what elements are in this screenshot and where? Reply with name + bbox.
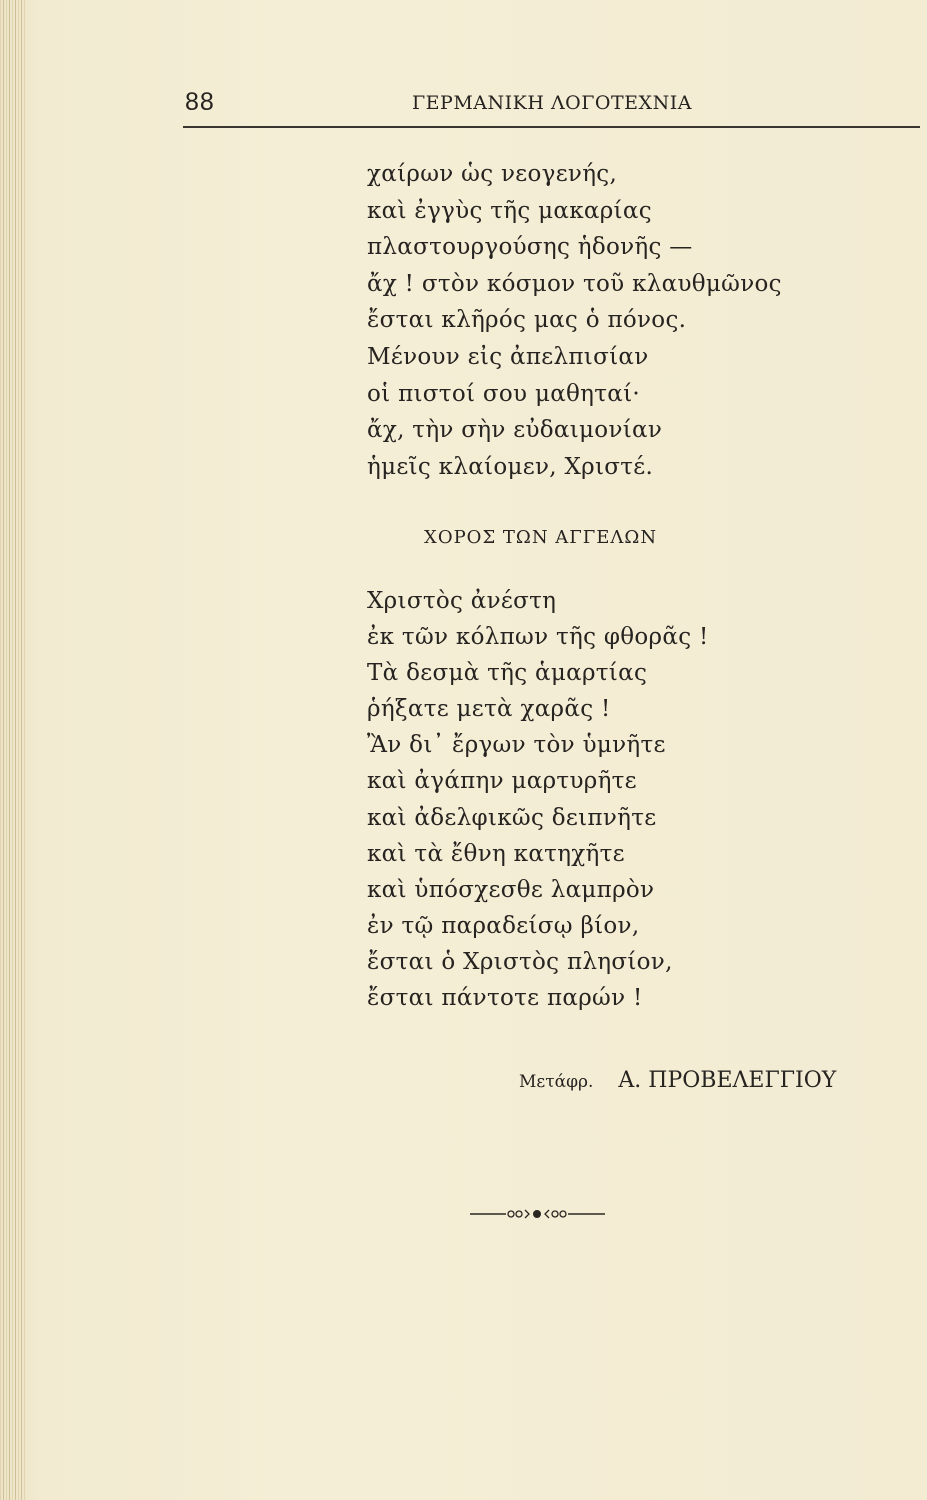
header-rule <box>183 126 920 128</box>
translator-credit <box>519 1068 836 1093</box>
verse-line: Ἂν δι᾽ ἔργων τὸν ὑμνῆτε <box>367 732 666 759</box>
verse-line: ῥήξατε μετὰ χαρᾶς ! <box>367 696 611 723</box>
verse-line: ἐν τῷ παραδείσῳ βίον, <box>367 912 640 939</box>
poem-stanza-1 <box>367 156 782 485</box>
verse-line: καὶ τὰ ἔθνη κατηχῆτε <box>367 840 625 867</box>
verse-line: Χριστὸς ἀνέστη <box>367 588 557 614</box>
poem-stanza-2 <box>367 583 709 1016</box>
running-title: ΓΕΡΜΑΝΙΚΗ ΛΟΓΟΤΕΧΝΙΑ <box>412 92 692 114</box>
tailpiece-ornament-icon <box>470 1208 605 1220</box>
verse-line: ἄχ, τὴν σὴν εὐδαιμονίαν <box>367 417 663 444</box>
verse-line: ἐκ τῶν κόλπων τῆς φθορᾶς ! <box>367 624 709 651</box>
page-number: 88 <box>185 88 215 116</box>
verse-line: Τὰ δεσμὰ τῆς ἁμαρτίας <box>367 660 648 687</box>
verse-line: καὶ ἐγγὺς τῆς μακαρίας <box>367 197 652 224</box>
verse-line: οἱ πιστοί σου μαθηταί· <box>367 380 641 407</box>
verse-line: ἔσται πάντοτε παρών ! <box>367 985 643 1012</box>
verse-line: Μένουν εἰς ἀπελπισίαν <box>367 343 649 370</box>
verse-line: καὶ ἀγάπην μαρτυρῆτε <box>367 768 637 795</box>
verse-line: ἔσται κλῆρός μας ὁ πόνος. <box>367 307 687 334</box>
translator-name: Α. ΠΡΟΒΕΛΕΓΓΙΟΥ <box>618 1068 837 1093</box>
verse-line: ἔσται ὁ Χριστὸς πλησίον, <box>367 948 673 975</box>
verse-line: καὶ ὑπόσχεσθε λαμπρὸν <box>367 876 655 903</box>
book-binding-edge <box>0 0 26 1500</box>
section-heading: ΧΟΡΟΣ ΤΩΝ ΑΓΓΕΛΩΝ <box>424 527 658 548</box>
verse-line: ἄχ ! στὸν κόσμον τοῦ κλαυθμῶνος <box>367 270 782 297</box>
translator-label: Μετάφρ. <box>519 1072 594 1092</box>
verse-line: χαίρων ὡς νεογενής, <box>367 161 618 187</box>
verse-line: καὶ ἀδελφικῶς δειπνῆτε <box>367 804 657 831</box>
verse-line: ἡμεῖς κλαίομεν, Χριστέ. <box>367 453 654 480</box>
verse-line: πλαστουργούσης ἡδονῆς — <box>367 234 693 261</box>
